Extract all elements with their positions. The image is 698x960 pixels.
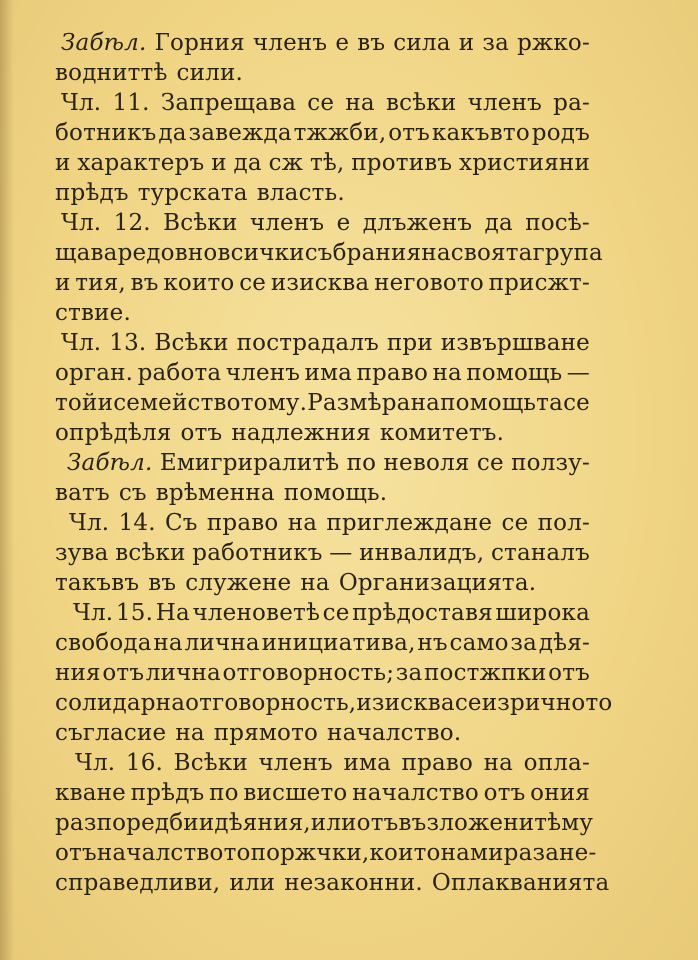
word: ония [530,780,590,806]
word: посѣ- [525,210,590,236]
word: Всѣки [173,750,248,776]
text-line [55,478,590,508]
word: солидарна [55,690,186,716]
word: които [163,270,235,296]
word: на [410,390,441,416]
word: родъ [531,120,590,146]
word: на [300,570,330,596]
text-line [55,628,590,658]
word: сили. [176,60,244,86]
page-edge-shadow [0,0,14,960]
word: характеръ [77,150,205,176]
word: незаконни. [284,870,423,896]
word: изисква [270,270,370,296]
word: 15. [115,600,154,626]
text-line [55,178,590,208]
word: власть. [256,180,345,206]
word: или [229,870,276,896]
text-line [55,28,590,58]
word: отъ [102,660,145,686]
text-line [55,658,590,688]
text-line [55,748,590,778]
word: неволя [383,450,470,476]
text-line [55,598,590,628]
word: 12. [113,210,151,236]
word: членъ [467,90,542,116]
word: той [55,390,98,416]
word: приглеждане [326,510,493,536]
word: Размѣра [307,390,411,416]
word: за [395,660,423,686]
word: работникъ [192,540,323,566]
word: отговорность, [185,690,357,716]
word: по [209,780,239,806]
word: отъ [180,420,223,446]
word: длъженъ [362,210,473,236]
word: Организацията. [338,570,537,596]
word: ржко- [517,30,590,56]
word: има [343,750,391,776]
word: редовно [117,240,218,266]
word: отъ [356,810,399,836]
word: лична [184,630,260,656]
word: всѣки [385,90,457,116]
word: прѣдоставя [352,600,493,626]
word: и [97,390,114,416]
text-line [55,118,590,148]
word: завежда [188,120,292,146]
word: Оплакванията [431,870,610,896]
text-line [55,568,590,598]
word: Забѣл. [67,450,153,476]
text-line [55,148,590,178]
word: право [401,750,474,776]
word: прѣдъ [55,180,129,206]
word: се [322,600,350,626]
word: врѣменна [155,480,275,506]
paragraph [55,328,590,448]
word: На [155,600,190,626]
word: неговото [374,270,484,296]
word: ра- [553,90,590,116]
word: Всѣки [154,330,229,356]
word: 13. [109,330,147,356]
word: Чл. [69,510,110,536]
word: на [483,750,514,776]
text-line [55,238,603,268]
word: съгласие [55,720,167,746]
word: лична [145,660,221,686]
word: семейството [113,390,268,416]
text-line [55,208,590,238]
word: Всѣки [163,210,238,236]
word: му [561,810,594,836]
word: инвалидъ, [359,540,485,566]
word: при [386,330,433,356]
word: и [458,30,475,56]
word: и [198,810,215,836]
word: какъвто [431,120,530,146]
word: ватъ [55,480,110,506]
word: орган. [55,360,134,386]
word: на [432,360,462,386]
word: сж [268,150,304,176]
word: на [287,510,318,536]
word: ползу- [511,450,590,476]
word: 16. [125,750,164,776]
word: Емигриралитѣ [159,450,340,476]
word: справедливи, [55,870,221,896]
word: станалъ [490,540,590,566]
word: Чл. [73,600,114,626]
word: тия, [75,270,126,296]
word: прѣдъ [130,780,205,806]
word: има [304,360,353,386]
word: — [329,540,353,566]
word: за [532,840,560,866]
word: се [454,690,482,716]
word: нъ [417,630,448,656]
document-text [55,28,613,898]
word: своята [450,240,533,266]
word: на [175,720,205,746]
word: да [233,150,262,176]
word: се [239,270,267,296]
word: — [566,360,590,386]
word: свобода [55,630,152,656]
word: не- [559,840,597,866]
word: право [356,360,429,386]
word: отъ [483,780,526,806]
word: Запрещава [160,90,297,116]
word: и [55,270,71,296]
text-line [55,718,590,748]
word: членоветѣ [192,600,321,626]
paragraph [55,448,590,508]
text-line [55,808,594,838]
word: ния [55,660,101,686]
word: за [510,630,538,656]
word: възложенитѣ [398,810,562,836]
word: се [476,450,504,476]
word: присжт- [488,270,590,296]
word: сила [393,30,451,56]
text-line [55,268,590,298]
word: началство. [327,720,462,746]
word: е [335,30,350,56]
word: въ [130,270,159,296]
word: членъ [252,30,328,56]
word: комитетъ. [379,420,505,446]
word: противъ [351,150,453,176]
text-line [55,328,590,358]
word: право [206,510,279,536]
word: на [345,90,375,116]
word: изисква [356,690,455,716]
word: извършване [440,330,590,356]
word: турската [137,180,248,206]
word: всѣки [115,540,186,566]
word: на [153,630,183,656]
paragraph [55,28,590,88]
word: отъ [388,120,431,146]
word: и [211,150,227,176]
word: е [336,210,351,236]
word: само [449,630,509,656]
word: се [563,390,590,416]
word: събрания [304,240,422,266]
word: опрѣдѣля [55,420,172,446]
word: пострадалъ [236,330,379,356]
word: работа [137,360,222,386]
word: Съ [165,510,198,536]
word: християни [459,150,590,176]
word: отъ [55,840,97,866]
word: прямото [213,720,319,746]
word: началство [352,780,479,806]
word: постжпки [424,660,547,686]
word: водниттѣ [55,60,168,86]
word: съ [118,480,147,506]
text-line [55,838,597,868]
word: служене [185,570,292,596]
word: такъвъ [55,570,140,596]
word: тжжби, [293,120,387,146]
word: се [307,90,335,116]
word: отъ [548,660,590,686]
text-line [55,538,590,568]
text-line [55,58,590,88]
word: Забѣл. [61,30,147,56]
text-line [55,388,590,418]
word: помощь [466,360,563,386]
word: и [55,150,71,176]
word: членъ [249,210,325,236]
word: въ [148,570,177,596]
word: 11. [112,90,150,116]
word: висшето [243,780,348,806]
word: на [421,240,451,266]
word: ботникъ [55,120,157,146]
word: изричното [481,690,613,716]
word: пол- [537,510,590,536]
word: зува [55,540,109,566]
word: за [482,30,509,56]
text-line [55,688,613,718]
text-line [55,448,590,478]
word: разпоредби [55,810,199,836]
word: въ [357,30,386,56]
word: помощь. [283,480,388,506]
text-line [55,358,590,388]
word: кване [55,780,126,806]
text-line [55,418,590,448]
word: 14. [118,510,156,536]
word: да [158,120,187,146]
word: опла- [523,750,590,776]
paragraph [55,508,590,598]
word: по [346,450,377,476]
word: Чл. [61,210,102,236]
word: Чл. [61,90,102,116]
text-line [55,298,590,328]
word: надлежния [231,420,371,446]
word: дѣя- [538,630,590,656]
word: тѣ, [309,150,345,176]
paragraph [55,598,613,748]
text-line [55,88,590,118]
word: членъ [258,750,333,776]
word: поржчки, [250,840,370,866]
text-line [55,868,610,898]
word: отговорность; [222,660,395,686]
word: щава [55,240,118,266]
word: членъ [225,360,301,386]
word: Горния [154,30,245,56]
paragraph [55,88,590,208]
word: се [501,510,529,536]
word: Чл. [75,750,116,776]
paragraph [55,748,610,898]
word: началството [96,840,251,866]
word: които [369,840,441,866]
word: ствие. [55,300,132,326]
text-line [55,778,590,808]
word: му. [267,390,308,416]
word: всички [217,240,305,266]
text-line [55,508,590,538]
word: или [310,810,357,836]
word: Чл. [61,330,102,356]
word: помощьта [440,390,563,416]
word: инициатива, [261,630,416,656]
word: дѣяния, [214,810,311,836]
word: широка [495,600,590,626]
word: група [532,240,603,266]
paragraph [55,208,603,328]
word: намира [440,840,533,866]
word: да [484,210,513,236]
